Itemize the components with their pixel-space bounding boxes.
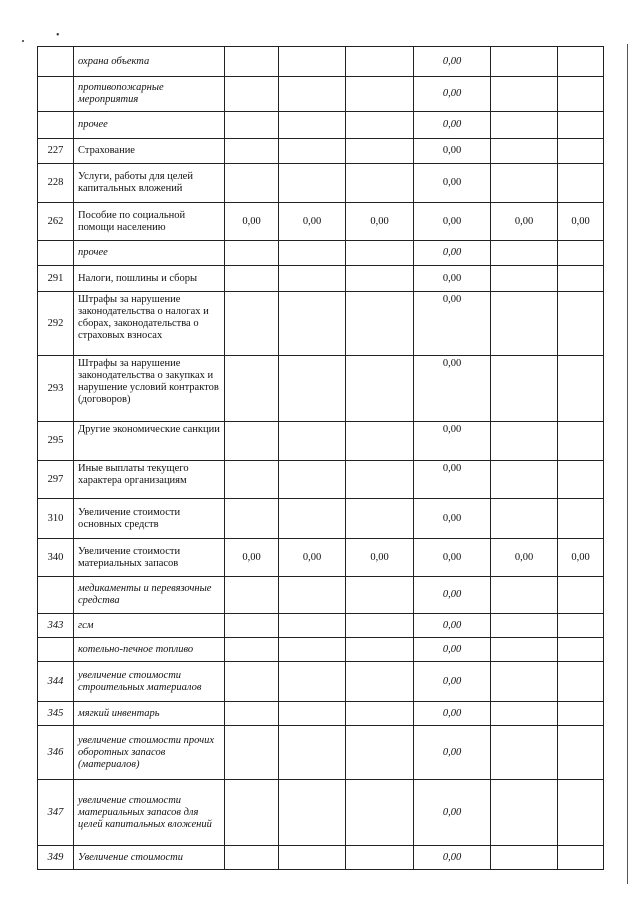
value-cell	[346, 241, 414, 266]
value-cell: 0,00	[414, 539, 491, 577]
value-cell	[225, 77, 279, 112]
row-name: охрана объекта	[74, 47, 225, 77]
value-cell	[225, 702, 279, 726]
value-cell	[225, 112, 279, 139]
value-cell: 0,00	[346, 539, 414, 577]
row-code: 344	[38, 662, 74, 702]
row-code	[38, 77, 74, 112]
table-row	[38, 614, 604, 638]
row-name: Увеличение стоимости основных средств	[74, 499, 225, 539]
table-body	[38, 47, 604, 870]
value-cell	[491, 461, 558, 499]
value-cell	[279, 846, 346, 870]
value-cell	[346, 638, 414, 662]
row-code: 291	[38, 266, 74, 292]
value-cell	[225, 461, 279, 499]
value-cell	[558, 266, 604, 292]
value-cell	[346, 461, 414, 499]
value-cell	[346, 846, 414, 870]
value-cell	[279, 702, 346, 726]
table-row	[38, 112, 604, 139]
value-cell	[279, 266, 346, 292]
row-code: 310	[38, 499, 74, 539]
value-cell	[491, 846, 558, 870]
table-row	[38, 539, 604, 577]
value-cell	[558, 422, 604, 461]
value-cell	[558, 780, 604, 846]
value-cell	[491, 292, 558, 356]
row-code: 346	[38, 726, 74, 780]
value-cell: 0,00	[414, 499, 491, 539]
row-code	[38, 241, 74, 266]
table-row	[38, 139, 604, 164]
row-name: Штрафы за нарушение законодательства о закупках и нарушение условий контрактов (договоров)	[74, 356, 225, 422]
table-row	[38, 846, 604, 870]
table-row	[38, 638, 604, 662]
value-cell	[279, 499, 346, 539]
row-code	[38, 112, 74, 139]
value-cell	[279, 780, 346, 846]
row-code	[38, 638, 74, 662]
table-row	[38, 662, 604, 702]
value-cell	[558, 356, 604, 422]
row-code	[38, 577, 74, 614]
value-cell	[346, 726, 414, 780]
value-cell: 0,00	[414, 662, 491, 702]
value-cell	[346, 356, 414, 422]
value-cell	[346, 577, 414, 614]
value-cell	[225, 638, 279, 662]
value-cell	[225, 356, 279, 422]
row-code: 345	[38, 702, 74, 726]
table-row	[38, 203, 604, 241]
value-cell	[491, 47, 558, 77]
value-cell	[279, 577, 346, 614]
value-cell	[279, 614, 346, 638]
row-name: гсм	[74, 614, 225, 638]
value-cell: 0,00	[279, 539, 346, 577]
value-cell: 0,00	[414, 356, 491, 422]
table-row	[38, 780, 604, 846]
row-name: прочее	[74, 241, 225, 266]
value-cell: 0,00	[225, 203, 279, 241]
value-cell: 0,00	[414, 47, 491, 77]
value-cell	[279, 356, 346, 422]
value-cell	[346, 614, 414, 638]
value-cell	[491, 139, 558, 164]
row-code: 228	[38, 164, 74, 203]
value-cell	[225, 614, 279, 638]
value-cell	[225, 846, 279, 870]
value-cell: 0,00	[414, 702, 491, 726]
value-cell	[558, 638, 604, 662]
value-cell	[279, 638, 346, 662]
row-name: Страхование	[74, 139, 225, 164]
row-code: 340	[38, 539, 74, 577]
value-cell: 0,00	[414, 203, 491, 241]
value-cell	[558, 846, 604, 870]
value-cell: 0,00	[225, 539, 279, 577]
value-cell	[558, 164, 604, 203]
value-cell	[225, 266, 279, 292]
value-cell	[225, 139, 279, 164]
value-cell: 0,00	[491, 539, 558, 577]
value-cell	[279, 139, 346, 164]
value-cell	[346, 662, 414, 702]
row-name: мягкий инвентарь	[74, 702, 225, 726]
value-cell	[346, 139, 414, 164]
value-cell	[558, 461, 604, 499]
value-cell: 0,00	[414, 638, 491, 662]
value-cell	[558, 47, 604, 77]
value-cell	[558, 577, 604, 614]
value-cell	[225, 164, 279, 203]
value-cell	[558, 662, 604, 702]
row-code: 293	[38, 356, 74, 422]
value-cell	[491, 356, 558, 422]
row-code: 297	[38, 461, 74, 499]
row-name: увеличение стоимости строительных материалов	[74, 662, 225, 702]
value-cell	[491, 702, 558, 726]
value-cell	[279, 47, 346, 77]
row-name: противопожарные мероприятия	[74, 77, 225, 112]
value-cell: 0,00	[491, 203, 558, 241]
value-cell: 0,00	[346, 203, 414, 241]
row-code: 227	[38, 139, 74, 164]
value-cell	[225, 726, 279, 780]
row-code: 347	[38, 780, 74, 846]
value-cell	[225, 47, 279, 77]
value-cell	[346, 266, 414, 292]
value-cell	[558, 614, 604, 638]
value-cell	[491, 638, 558, 662]
value-cell	[279, 422, 346, 461]
value-cell: 0,00	[414, 726, 491, 780]
value-cell: 0,00	[414, 266, 491, 292]
value-cell: 0,00	[414, 577, 491, 614]
value-cell	[491, 780, 558, 846]
row-code: 349	[38, 846, 74, 870]
row-name: котельно-печное топливо	[74, 638, 225, 662]
table-row	[38, 164, 604, 203]
row-code: 343	[38, 614, 74, 638]
table-row	[38, 499, 604, 539]
value-cell: 0,00	[414, 241, 491, 266]
value-cell	[279, 241, 346, 266]
row-name: Увеличение стоимости	[74, 846, 225, 870]
row-code: 262	[38, 203, 74, 241]
value-cell	[558, 139, 604, 164]
value-cell	[279, 112, 346, 139]
value-cell: 0,00	[414, 780, 491, 846]
value-cell	[491, 241, 558, 266]
value-cell	[558, 292, 604, 356]
value-cell	[279, 662, 346, 702]
value-cell	[225, 422, 279, 461]
value-cell: 0,00	[414, 846, 491, 870]
row-name: увеличение стоимости прочих оборотных запасов (материалов)	[74, 726, 225, 780]
row-name: Штрафы за нарушение законодательства о налогах и сборах, законодательства о страховых взносах	[74, 292, 225, 356]
value-cell	[225, 241, 279, 266]
table-row	[38, 77, 604, 112]
value-cell	[279, 292, 346, 356]
row-name: медикаменты и перевязочные средства	[74, 577, 225, 614]
table-row	[38, 47, 604, 77]
value-cell: 0,00	[414, 614, 491, 638]
row-name: Пособие по социальной помощи населению	[74, 203, 225, 241]
value-cell: 0,00	[279, 203, 346, 241]
value-cell	[346, 780, 414, 846]
value-cell	[558, 702, 604, 726]
value-cell	[491, 577, 558, 614]
row-name: Увеличение стоимости материальных запасов	[74, 539, 225, 577]
row-code	[38, 47, 74, 77]
page-mark: •	[56, 30, 60, 41]
value-cell	[558, 112, 604, 139]
value-cell: 0,00	[414, 422, 491, 461]
value-cell	[491, 164, 558, 203]
value-cell	[346, 499, 414, 539]
row-name: Иные выплаты текущего характера организациям	[74, 461, 225, 499]
value-cell	[558, 241, 604, 266]
row-name: увеличение стоимости материальных запасов для целей капитальных вложений	[74, 780, 225, 846]
table-row	[38, 726, 604, 780]
table-row	[38, 577, 604, 614]
value-cell	[491, 112, 558, 139]
value-cell	[346, 702, 414, 726]
value-cell	[279, 461, 346, 499]
value-cell	[225, 292, 279, 356]
table-row	[38, 461, 604, 499]
budget-table	[37, 46, 604, 870]
value-cell	[279, 164, 346, 203]
value-cell	[558, 499, 604, 539]
value-cell	[558, 77, 604, 112]
row-name: Другие экономические санкции	[74, 422, 225, 461]
value-cell	[491, 266, 558, 292]
value-cell: 0,00	[414, 139, 491, 164]
value-cell	[491, 499, 558, 539]
value-cell	[491, 662, 558, 702]
row-code: 292	[38, 292, 74, 356]
value-cell: 0,00	[414, 164, 491, 203]
value-cell	[279, 77, 346, 112]
row-name: прочее	[74, 112, 225, 139]
value-cell	[279, 726, 346, 780]
value-cell	[346, 292, 414, 356]
value-cell	[491, 726, 558, 780]
row-name: Налоги, пошлины и сборы	[74, 266, 225, 292]
value-cell	[346, 47, 414, 77]
value-cell	[558, 726, 604, 780]
value-cell: 0,00	[414, 292, 491, 356]
value-cell	[346, 112, 414, 139]
row-code: 295	[38, 422, 74, 461]
table-row	[38, 292, 604, 356]
value-cell: 0,00	[558, 203, 604, 241]
value-cell	[225, 662, 279, 702]
table-row	[38, 702, 604, 726]
value-cell: 0,00	[414, 112, 491, 139]
value-cell: 0,00	[414, 461, 491, 499]
value-cell	[346, 77, 414, 112]
page-edge-line	[627, 44, 628, 884]
table-row	[38, 356, 604, 422]
value-cell	[346, 164, 414, 203]
scan-speck	[22, 40, 24, 42]
value-cell	[491, 614, 558, 638]
row-name: Услуги, работы для целей капитальных вложений	[74, 164, 225, 203]
value-cell: 0,00	[414, 77, 491, 112]
value-cell	[346, 422, 414, 461]
value-cell	[491, 77, 558, 112]
table-row	[38, 422, 604, 461]
table-row	[38, 241, 604, 266]
value-cell	[225, 577, 279, 614]
value-cell	[225, 780, 279, 846]
value-cell	[491, 422, 558, 461]
value-cell: 0,00	[558, 539, 604, 577]
table-row	[38, 266, 604, 292]
value-cell	[225, 499, 279, 539]
